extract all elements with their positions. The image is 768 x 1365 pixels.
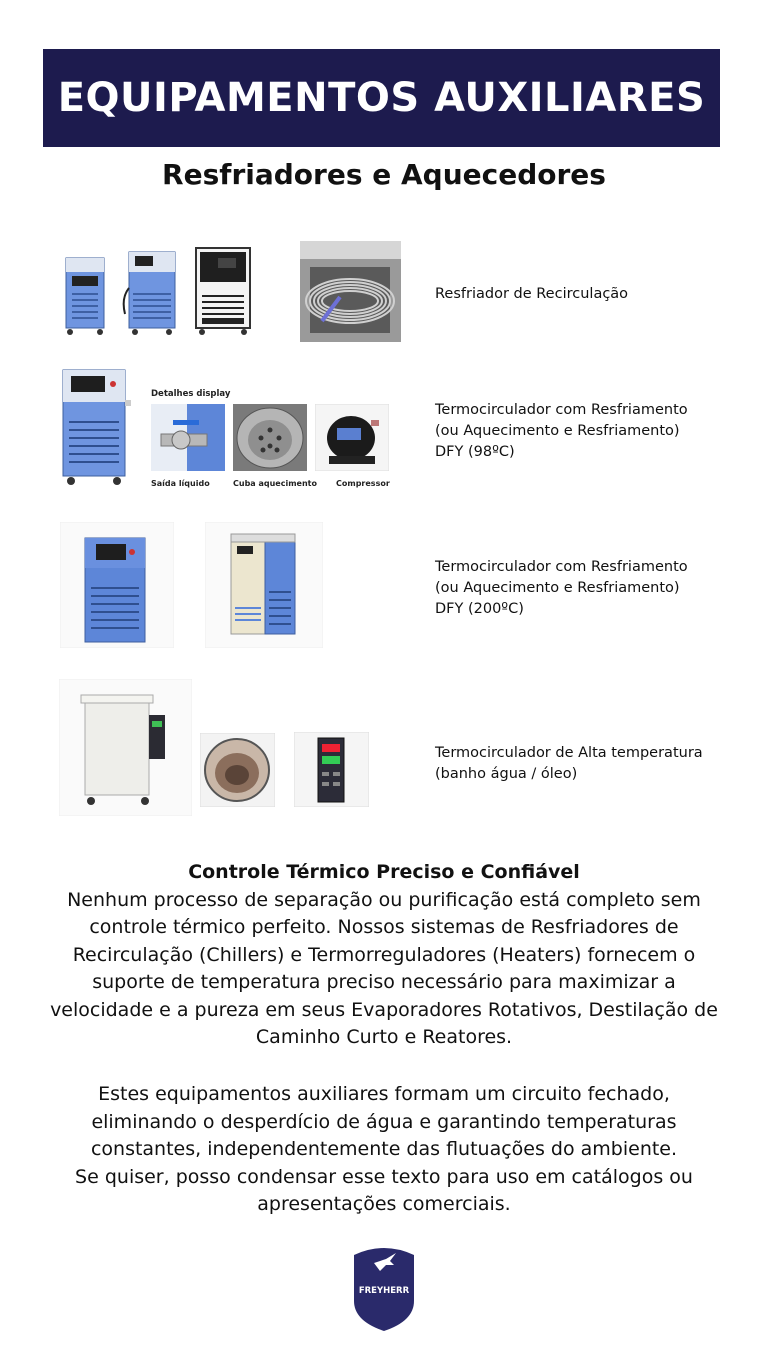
caption-heating-bath: Cuba aquecimento xyxy=(233,479,317,488)
steel-bath-image xyxy=(200,733,275,807)
compressor-image xyxy=(315,404,389,471)
freyherr-logo xyxy=(350,1243,418,1333)
body-section xyxy=(40,859,728,1052)
heating-bath-image xyxy=(233,404,307,471)
paragraph-1-line-4: suporte de temperatura preciso necessário para maximizar a xyxy=(92,971,676,993)
chiller-large-image xyxy=(192,246,254,336)
body-section-2 xyxy=(40,1081,728,1219)
product-2-line-3: DFY (98ºC) xyxy=(435,444,515,460)
chiller-medium-image xyxy=(121,248,179,336)
product-2-line-1: Termocirculador com Resfriamento xyxy=(435,402,688,418)
paragraph-1-line-3: Recirculação (Chillers) e Termorreguladores (Heaters) fornecem o xyxy=(72,943,696,966)
product-label-4 xyxy=(435,743,703,785)
detail-panel-title: Detalhes display xyxy=(151,389,231,399)
product-3-line-3: DFY (200ºC) xyxy=(435,601,524,617)
dfy200-side-image xyxy=(205,522,323,648)
paragraph-2-line-5: apresentações comerciais. xyxy=(257,1193,511,1215)
paragraph-2-line-2: eliminando o desperdício de água e garantindo temperaturas xyxy=(91,1110,677,1133)
paragraph-1-line-2: controle térmico perfeito. Nossos sistemas de Resfriadores de xyxy=(89,916,679,938)
brand-name: FREYHERR xyxy=(358,1286,410,1296)
product-4-line-1: Termocirculador de Alta temperatura xyxy=(435,745,703,761)
liquid-outlet-image xyxy=(151,404,225,471)
paragraph-1-line-6: Caminho Curto e Reatores. xyxy=(255,1026,513,1048)
dfy200-front-image xyxy=(60,522,174,648)
product-3-line-1: Termocirculador com Resfriamento xyxy=(435,559,688,575)
caption-liquid-outlet: Saída líquido xyxy=(151,479,210,488)
product-3-line-2: (ou Aquecimento e Resfriamento) xyxy=(435,580,680,596)
dfy98-unit-image xyxy=(57,364,133,486)
high-temp-bath-image xyxy=(59,679,192,816)
product-label-2 xyxy=(435,400,688,463)
product-1-line-1: Resfriador de Recirculação xyxy=(435,286,629,302)
product-label-3 xyxy=(435,557,688,620)
paragraph-2-line-1: Estes equipamentos auxiliares formam um circuito fechado, xyxy=(98,1083,670,1105)
product-4-line-2: (banho água / óleo) xyxy=(435,766,578,782)
page-subtitle: Resfriadores e Aquecedores xyxy=(162,158,606,191)
coil-detail-image xyxy=(300,241,401,342)
paragraph-1-line-5: velocidade e a pureza em seus Evaporadores Rotativos, Destilação de xyxy=(50,998,718,1021)
chiller-small-image xyxy=(62,252,108,336)
title-banner xyxy=(43,49,720,147)
product-2-line-2: (ou Aquecimento e Resfriamento) xyxy=(435,423,680,439)
paragraph-1-line-1: Nenhum processo de separação ou purificação está completo sem xyxy=(67,888,701,911)
paragraph-2-line-3: constantes, independentemente das flutuações do ambiente. xyxy=(90,1138,678,1160)
paragraph-2-line-4: Se quiser, posso condensar esse texto para uso em catálogos ou xyxy=(75,1165,693,1188)
product-label-1 xyxy=(435,284,628,305)
body-heading: Controle Térmico Preciso e Confiável xyxy=(188,861,580,883)
page-title: EQUIPAMENTOS AUXILIARES xyxy=(57,75,706,121)
caption-compressor: Compressor xyxy=(336,479,390,488)
controller-display-image xyxy=(294,732,369,807)
